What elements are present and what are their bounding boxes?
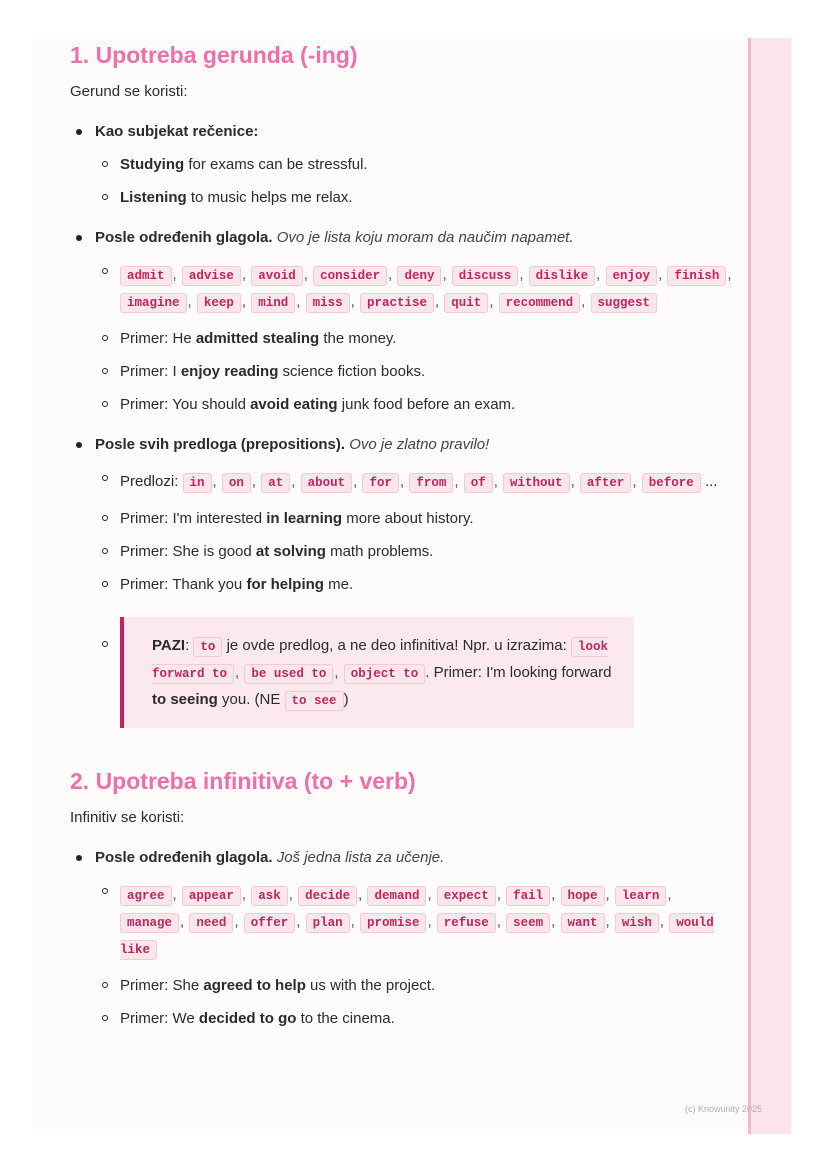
item-note: Ovo je zlatno pravilo! bbox=[349, 436, 490, 453]
code-chip: seem bbox=[506, 913, 550, 933]
list-item bbox=[95, 155, 740, 175]
section-intro: Gerund se koristi: bbox=[70, 83, 188, 100]
comma-separator: , bbox=[358, 886, 367, 903]
code-chip: imagine bbox=[120, 293, 187, 313]
list-item bbox=[95, 188, 740, 208]
code-chip: deny bbox=[397, 266, 441, 286]
item-label: Posle svih predloga (prepositions). bbox=[95, 436, 346, 453]
item-label: Posle određenih glagola. bbox=[95, 229, 273, 246]
infinitive-verb-list bbox=[95, 882, 740, 963]
verb-sublist bbox=[95, 882, 740, 1029]
example-text: Primer: Thank you bbox=[120, 576, 247, 593]
callout-text: you. (NE bbox=[217, 691, 285, 708]
code-chip: without bbox=[503, 473, 570, 493]
copyright-footer: (c) Knowunity 2025 bbox=[685, 1104, 763, 1114]
warning-callout bbox=[120, 617, 634, 728]
example-text: to music helps me relax. bbox=[186, 189, 353, 206]
code-chip: refuse bbox=[437, 913, 496, 933]
comma-separator: , bbox=[493, 473, 503, 490]
example-bold: for helping bbox=[246, 576, 324, 593]
example-bold: enjoy reading bbox=[180, 363, 279, 380]
example-bold: in learning bbox=[266, 510, 343, 527]
code-chip: need bbox=[189, 913, 233, 933]
comma-separator: , bbox=[296, 913, 305, 930]
comma-separator: , bbox=[353, 473, 362, 490]
section-heading-infinitive: 2. Upotreba infinitiva (to + verb) bbox=[70, 768, 416, 794]
list-item bbox=[95, 976, 740, 996]
code-chip: learn bbox=[615, 886, 667, 906]
example-text: more about history. bbox=[342, 510, 474, 527]
preposition-sublist bbox=[95, 469, 740, 728]
comma-separator: , bbox=[288, 886, 298, 903]
example-bold: admitted stealing bbox=[195, 330, 320, 347]
code-chip: recommend bbox=[499, 293, 581, 313]
comma-separator: , bbox=[496, 886, 506, 903]
example-bold: avoid eating bbox=[250, 396, 338, 413]
comma-separator: , bbox=[442, 266, 451, 283]
comma-separator: , bbox=[350, 293, 359, 310]
comma-separator: , bbox=[399, 473, 409, 490]
code-chip: object to bbox=[344, 664, 426, 684]
item-note: Još jedna lista za učenje. bbox=[276, 849, 445, 866]
code-chip: appear bbox=[182, 886, 241, 906]
comma-separator: , bbox=[658, 266, 667, 283]
code-chip: dislike bbox=[529, 266, 596, 286]
comma-separator: , bbox=[187, 293, 196, 310]
list-item-prepositions bbox=[70, 435, 740, 728]
comma-separator: , bbox=[570, 473, 579, 490]
code-chip: before bbox=[642, 473, 701, 493]
code-chip: ask bbox=[251, 886, 288, 906]
code-chip: offer bbox=[244, 913, 296, 933]
comma-separator: , bbox=[234, 913, 243, 930]
subject-examples bbox=[95, 155, 740, 208]
example-text: junk food before an exam. bbox=[337, 396, 516, 413]
code-chip: in bbox=[183, 473, 212, 493]
list-item-callout bbox=[95, 617, 740, 728]
example-bold: decided to go bbox=[198, 1010, 297, 1027]
comma-separator: , bbox=[427, 886, 436, 903]
code-chip: want bbox=[561, 913, 605, 933]
list-item-verbs bbox=[70, 228, 740, 415]
section-infinitive bbox=[70, 766, 740, 1029]
code-chip: after bbox=[580, 473, 632, 493]
list-item bbox=[95, 395, 740, 415]
code-chip: avoid bbox=[251, 266, 303, 286]
comma-separator: , bbox=[235, 664, 244, 681]
example-text: Primer: I bbox=[120, 363, 181, 380]
comma-separator: , bbox=[519, 266, 528, 283]
gerund-uses-list bbox=[70, 122, 740, 728]
preposition-codes bbox=[183, 473, 701, 490]
code-chip: would like bbox=[120, 913, 714, 960]
comma-separator: , bbox=[489, 293, 498, 310]
gerund-verb-list bbox=[95, 262, 740, 316]
code-chip: of bbox=[464, 473, 493, 493]
comma-separator: , bbox=[334, 664, 343, 681]
comma-separator: , bbox=[296, 293, 305, 310]
code-chip: miss bbox=[306, 293, 350, 313]
example-text: Primer: She is good bbox=[120, 543, 256, 560]
callout-text: . Primer: I'm looking forward bbox=[425, 664, 612, 681]
comma-separator: , bbox=[632, 473, 641, 490]
code-chip: from bbox=[409, 473, 453, 493]
code-chip: mind bbox=[251, 293, 295, 313]
comma-separator: , bbox=[388, 266, 397, 283]
code-chip: plan bbox=[306, 913, 350, 933]
comma-separator: , bbox=[427, 913, 436, 930]
code-chip: keep bbox=[197, 293, 241, 313]
list-item bbox=[95, 509, 740, 529]
code-chip: at bbox=[261, 473, 290, 493]
code-chip: enjoy bbox=[606, 266, 658, 286]
example-text: us with the project. bbox=[305, 977, 436, 994]
comma-separator: , bbox=[454, 473, 463, 490]
comma-separator: , bbox=[172, 886, 181, 903]
example-text: Primer: He bbox=[120, 330, 196, 347]
list-item-verbs bbox=[70, 848, 740, 1029]
callout-text: je ovde predlog, a ne deo infinitiva! Npr. u izrazima: bbox=[222, 637, 571, 654]
comma-separator: , bbox=[350, 913, 359, 930]
code-chip: look forward to bbox=[152, 637, 608, 684]
comma-separator: , bbox=[667, 886, 672, 903]
item-note: Ovo je lista koju moram da naučim napamet. bbox=[276, 229, 574, 246]
section-intro: Infinitiv se koristi: bbox=[70, 809, 185, 826]
example-text: the money. bbox=[319, 330, 397, 347]
code-chip: expect bbox=[437, 886, 496, 906]
list-item bbox=[95, 1009, 740, 1029]
list-item-subject bbox=[70, 122, 740, 208]
section-heading-gerund: 1. Upotreba gerunda (-ing) bbox=[70, 42, 358, 68]
example-text: to the cinema. bbox=[296, 1010, 395, 1027]
item-label: Kao subjekat rečenice: bbox=[95, 123, 259, 140]
example-text: me. bbox=[323, 576, 354, 593]
comma-separator: , bbox=[212, 473, 221, 490]
code-chip: on bbox=[222, 473, 251, 493]
ellipsis: ... bbox=[704, 473, 718, 490]
code-chip: advise bbox=[182, 266, 241, 286]
comma-separator: , bbox=[551, 886, 560, 903]
code-chip: hope bbox=[561, 886, 605, 906]
list-item bbox=[95, 329, 740, 349]
code-chip: be used to bbox=[244, 664, 333, 684]
code-chip: consider bbox=[313, 266, 387, 286]
example-text: Primer: We bbox=[120, 1010, 199, 1027]
comma-separator: , bbox=[659, 913, 669, 930]
code-chip: for bbox=[362, 473, 399, 493]
list-item bbox=[95, 542, 740, 562]
comma-separator: , bbox=[581, 293, 590, 310]
code-chip: agree bbox=[120, 886, 172, 906]
code-chip: decide bbox=[298, 886, 357, 906]
callout-colon: : bbox=[185, 637, 194, 654]
comma-separator: , bbox=[551, 913, 560, 930]
code-chip: demand bbox=[367, 886, 426, 906]
code-chip: promise bbox=[360, 913, 427, 933]
comma-separator: , bbox=[241, 293, 251, 310]
example-text: Primer: You should bbox=[120, 396, 251, 413]
list-item bbox=[95, 575, 740, 595]
example-bold: agreed to help bbox=[203, 977, 306, 994]
comma-separator: , bbox=[251, 473, 261, 490]
comma-separator: , bbox=[605, 886, 614, 903]
comma-separator: , bbox=[241, 266, 251, 283]
code-to: to bbox=[193, 637, 222, 657]
example-text: for exams can be stressful. bbox=[184, 156, 368, 173]
callout-label: PAZI bbox=[152, 637, 186, 654]
example-text: science fiction books. bbox=[278, 363, 426, 380]
comma-separator: , bbox=[596, 266, 605, 283]
comma-separator: , bbox=[241, 886, 251, 903]
code-chip: admit bbox=[120, 266, 172, 286]
comma-separator: , bbox=[605, 913, 614, 930]
comma-separator: , bbox=[180, 913, 189, 930]
code-chip: about bbox=[301, 473, 353, 493]
code-chip: suggest bbox=[591, 293, 658, 313]
right-margin-line bbox=[748, 38, 751, 1134]
verb-sublist bbox=[95, 262, 740, 415]
comma-separator: , bbox=[434, 293, 444, 310]
infinitive-uses-list bbox=[70, 848, 740, 1029]
code-chip: finish bbox=[667, 266, 726, 286]
callout-text: ) bbox=[343, 691, 349, 708]
code-chip: discuss bbox=[452, 266, 519, 286]
comma-separator: , bbox=[172, 266, 181, 283]
code-chip: practise bbox=[360, 293, 434, 313]
example-bold: Listening bbox=[120, 189, 187, 206]
code-chip: manage bbox=[120, 913, 179, 933]
code-chip: quit bbox=[444, 293, 488, 313]
callout-bold: to seeing bbox=[152, 691, 218, 708]
example-bold: at solving bbox=[255, 543, 326, 560]
example-text: Primer: She bbox=[120, 977, 204, 994]
comma-separator: , bbox=[496, 913, 506, 930]
item-label: Posle određenih glagola. bbox=[95, 849, 273, 866]
right-margin-band bbox=[748, 38, 791, 1134]
example-text: Primer: I'm interested bbox=[120, 510, 267, 527]
comma-separator: , bbox=[291, 473, 300, 490]
code-chip: fail bbox=[506, 886, 550, 906]
comma-separator: , bbox=[303, 266, 313, 283]
document-content bbox=[70, 40, 740, 1029]
example-bold: Studying bbox=[120, 156, 185, 173]
preposition-list bbox=[95, 469, 740, 496]
code-chip: wish bbox=[615, 913, 659, 933]
prepositions-prefix: Predlozi: bbox=[120, 473, 183, 490]
code-wrong-form: to see bbox=[285, 691, 344, 711]
example-text: math problems. bbox=[325, 543, 434, 560]
list-item bbox=[95, 362, 740, 382]
comma-separator: , bbox=[727, 266, 732, 283]
